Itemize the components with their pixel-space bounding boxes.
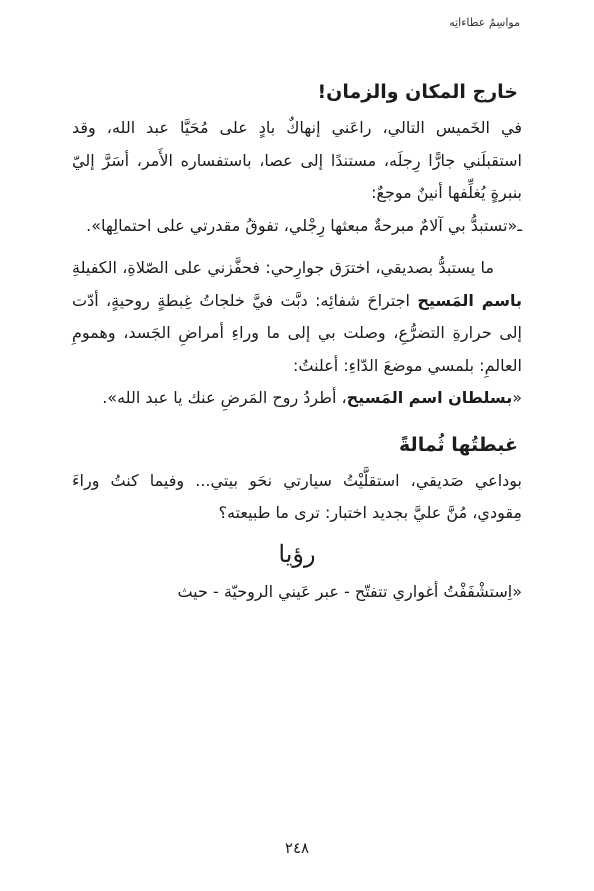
page-content [72, 72, 522, 608]
paragraph: بوداعي صَديقي، استقلَّيْتُ سيارتي نحَو بيتي... وفيما كنتُ وراءَ مِقودي، مُنَّ عليَّ بجديد اختبار: ترى ما طبيعته؟ [72, 470, 522, 522]
paragraph-gap [72, 242, 522, 252]
paragraph-text: ما يستبدُّ بصديقي، اخترَق جوارِحي: فحفَّزني على الصّلاةِ، الكفيلةِ [72, 258, 494, 277]
ruya-title: رؤيا [278, 539, 316, 568]
quote-mark: « [512, 388, 522, 407]
paragraph: «اِستشْفَفْتُ أغواري تتفتّح - عبر عَيني الروحيّة - حيث [177, 581, 522, 601]
paragraph: ـ«تستبدُّ بي آلامٌ مبرحةٌ مبعثها رِجْلي، تفوقُ مقدرتي على احتمالِها». [86, 215, 522, 235]
section-heading: خارج المكان والزمان! [317, 81, 518, 103]
paragraph [72, 252, 522, 382]
paragraph: في الخَميس التالي، راعَني إنهاكٌ بادٍ على مُحَيَّا عبد الله، وقد استقبلَني جارًّا رِجلَه، مستندًا إلى عصا، باستفساره الأَمر، أسَرَّ إليّ بنبرةٍ يُغلِّفها أنينٌ موجعٌ: [72, 118, 522, 202]
quote-paragraph [72, 382, 522, 415]
bold-phrase: بسلطان اسم المَسيح [346, 388, 513, 407]
running-header: مواسِمُ عطاءاتِه [449, 16, 520, 29]
bold-phrase: باسم المَسيح [417, 290, 522, 310]
page-number: ٢٤٨ [284, 839, 310, 857]
paragraph-text: اجتراحَ شفائِه: دبَّت فيَّ خلجاتُ غِبطةٍ روحيةٍ، أدّت إلى حرارةِ التضرُّعِ، وصلت بي إلى ما وراءِ أمراضِ الجَسد، وهمومِ العالمِ: بلمسي موضعَ الدّاءِ: أعلنتُ: [72, 290, 522, 375]
paragraph-text: ، أطردُ روح المَرضِ عنك يا عبد الله». [102, 388, 347, 407]
section-heading: غبطتُها ثُمالةً [399, 433, 518, 456]
